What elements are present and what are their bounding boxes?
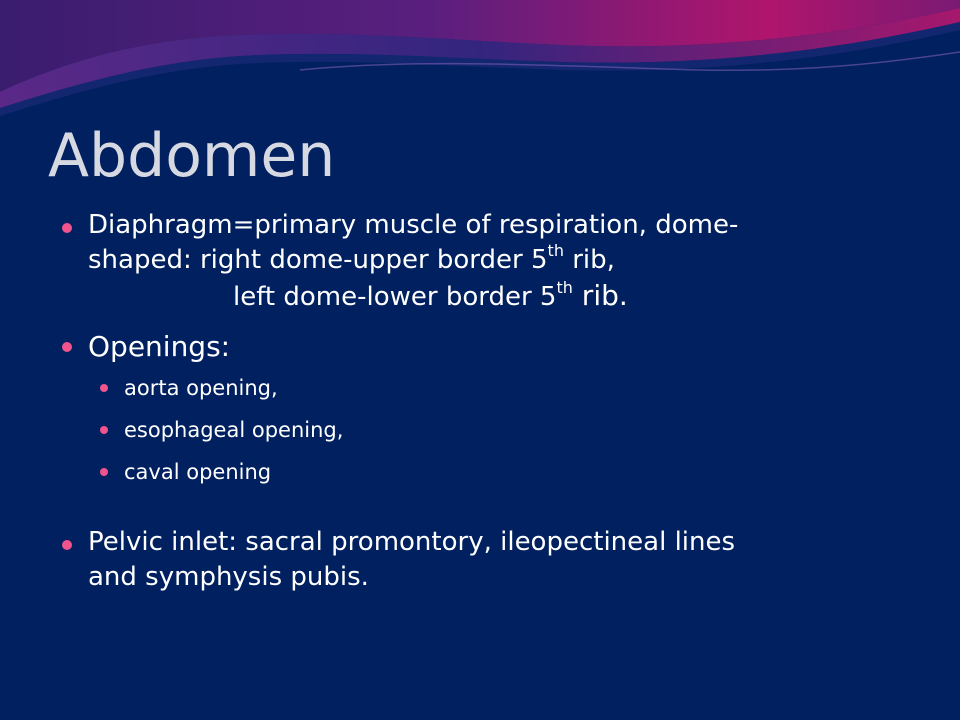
pelvic-line-1: Pelvic inlet: sacral promontory, ileopectineal lines bbox=[88, 527, 736, 557]
slide-title: Abdomen bbox=[48, 121, 336, 191]
sub-bullet-text: caval opening bbox=[124, 460, 272, 484]
bullet-dot bbox=[62, 223, 72, 233]
sub-bullet-esophageal bbox=[98, 415, 930, 445]
diaphragm-line-1: Diaphragm=primary muscle of respiration, dome- bbox=[88, 210, 739, 240]
sub-bullet-dot bbox=[100, 384, 108, 392]
bullet-pelvic-inlet bbox=[60, 525, 930, 595]
superscript-th: th bbox=[547, 241, 564, 260]
diaphragm-line-3-end: rib. bbox=[572, 279, 628, 312]
sub-bullet-caval bbox=[98, 457, 930, 487]
diaphragm-line-2 bbox=[88, 243, 930, 278]
sub-bullet-text: esophageal opening, bbox=[124, 418, 344, 442]
openings-label: Openings: bbox=[88, 330, 231, 363]
header-wave-decoration bbox=[0, 0, 960, 120]
bullet-dot bbox=[62, 540, 72, 550]
diaphragm-text bbox=[88, 208, 930, 315]
bullet-diaphragm bbox=[60, 208, 930, 315]
sub-bullet-dot bbox=[100, 426, 108, 434]
sub-bullet-text: aorta opening, bbox=[124, 376, 278, 400]
sub-bullet-aorta bbox=[98, 373, 930, 403]
superscript-th: th bbox=[556, 278, 573, 297]
diaphragm-line-3-text: left dome-lower border 5 bbox=[233, 282, 557, 312]
sub-bullet-dot bbox=[100, 468, 108, 476]
diaphragm-line-2-text: shaped: right dome-upper border 5 bbox=[88, 245, 548, 275]
bullet-openings bbox=[60, 327, 930, 487]
pelvic-text bbox=[88, 525, 930, 595]
openings-sublist bbox=[98, 373, 930, 487]
pelvic-line-2: and symphysis pubis. bbox=[88, 562, 369, 592]
bullet-list bbox=[60, 208, 930, 595]
diaphragm-line-2-end: rib, bbox=[563, 245, 615, 275]
bullet-dot bbox=[62, 342, 72, 352]
diaphragm-line-3 bbox=[88, 278, 930, 315]
